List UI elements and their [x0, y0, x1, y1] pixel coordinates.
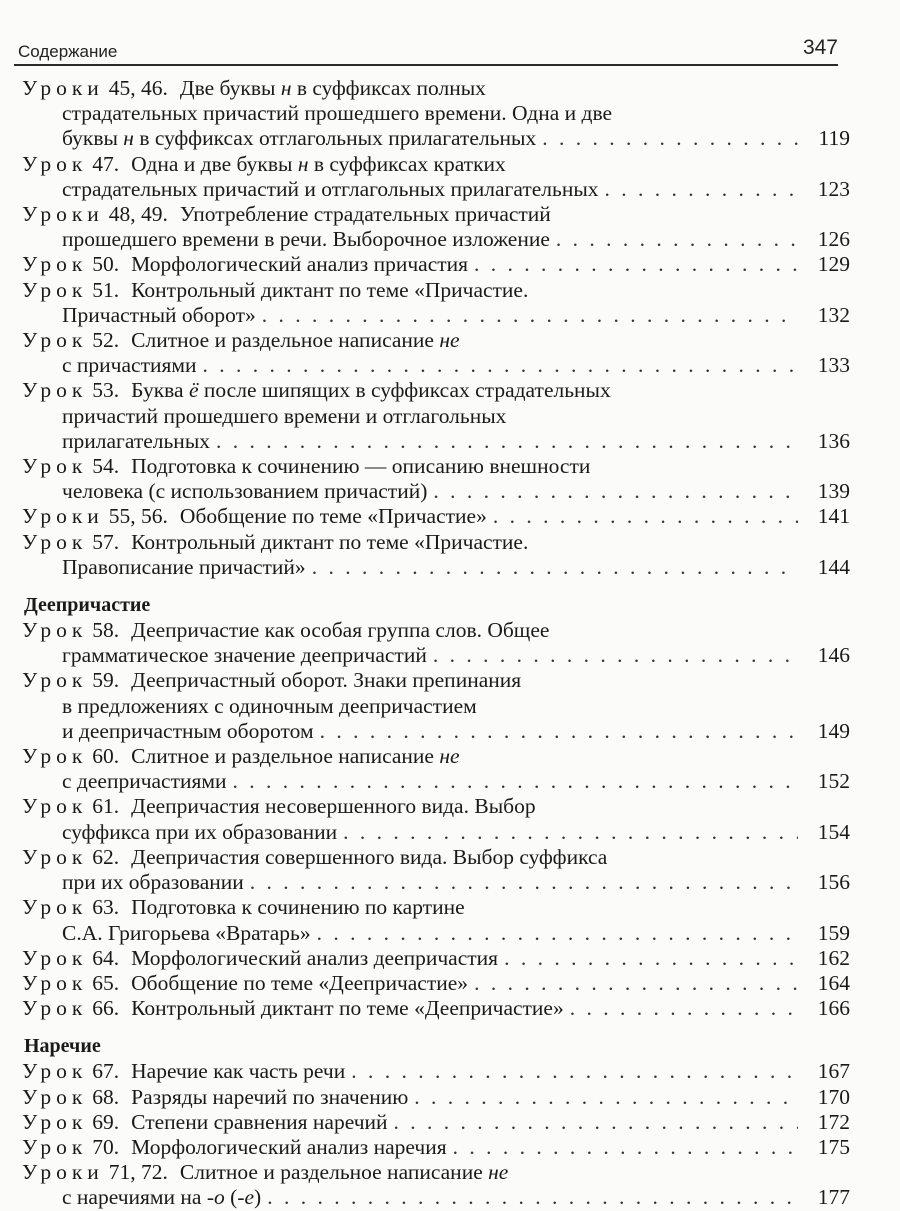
dot-leader	[312, 555, 798, 580]
lesson-label: Урок	[22, 895, 88, 920]
entry-line	[22, 744, 850, 769]
entry-page-number: 149	[817, 718, 850, 743]
entry-title: с наречиями на -о (-е)	[62, 1185, 262, 1210]
entry-line	[22, 126, 850, 151]
entry-title: Обобщение по теме «Деепричастие»	[131, 970, 469, 995]
italic-term: не	[488, 1160, 509, 1185]
entry-line	[22, 152, 850, 177]
lesson-number: 53.	[92, 378, 120, 403]
toc-entry	[22, 895, 850, 945]
lesson-label: Уроки	[22, 76, 104, 100]
toc-entry	[22, 971, 850, 996]
dot-leader	[414, 1085, 798, 1110]
lesson-label: Уроки	[22, 504, 104, 529]
entry-title: Подготовка к сочинению — описанию внешности	[131, 454, 591, 479]
page-number: 347	[802, 36, 838, 59]
toc-entry	[22, 152, 850, 202]
entry-title: с причастиями	[62, 353, 197, 378]
entry-page-number: 167	[817, 1059, 850, 1084]
lesson-number: 50.	[92, 252, 120, 277]
dot-leader	[202, 353, 798, 378]
italic-term: ё	[188, 378, 199, 403]
entry-line	[22, 404, 850, 429]
entry-line	[22, 555, 850, 580]
lesson-number: 55, 56.	[108, 504, 168, 529]
entry-page-number: 126	[817, 227, 850, 252]
lesson-number: 63.	[92, 895, 120, 920]
entry-line	[22, 454, 850, 479]
entry-line	[22, 895, 850, 920]
toc-entry	[22, 1085, 850, 1110]
lesson-label: Урок	[22, 1084, 88, 1109]
entry-line	[22, 921, 850, 946]
entry-title: в предложениях с одиночным деепричастием	[62, 693, 477, 718]
toc-entry	[22, 530, 850, 580]
lesson-label: Урок	[22, 996, 88, 1021]
entry-line	[22, 694, 850, 719]
entry-title: Правописание причастий»	[62, 554, 306, 579]
entry-title: причастий прошедшего времени и отглагольных	[62, 403, 507, 428]
entry-line	[22, 845, 850, 870]
toc-entry	[22, 378, 850, 454]
lesson-label: Урок	[22, 668, 88, 693]
lesson-number: 48, 49.	[108, 202, 168, 227]
entry-page-number: 175	[817, 1134, 850, 1159]
toc-entry	[22, 996, 850, 1021]
lesson-label: Урок	[22, 618, 88, 643]
entry-title: буквы н в суффиксах отглагольных прилагательных	[62, 126, 537, 151]
dot-leader	[394, 1110, 798, 1135]
entry-title: Разряды наречий по значению	[131, 1084, 409, 1109]
entry-line	[22, 971, 850, 996]
entry-title: Слитное и раздельное написание не	[131, 744, 460, 769]
entry-line	[22, 202, 850, 227]
entry-line	[22, 378, 850, 403]
toc-entry	[22, 76, 850, 152]
lesson-label: Урок	[22, 744, 88, 769]
lesson-number: 64.	[92, 945, 120, 970]
lesson-label: Урок	[22, 794, 88, 819]
toc-entry	[22, 946, 850, 971]
entry-line	[22, 769, 850, 794]
entry-title: Наречие как часть речи	[131, 1059, 346, 1084]
entry-line	[22, 353, 850, 378]
lesson-label: Урок	[22, 945, 88, 970]
dot-leader	[542, 126, 798, 151]
entry-page-number: 162	[817, 945, 850, 970]
entry-title: с деепричастиями	[62, 769, 227, 794]
lesson-label: Урок	[22, 844, 88, 869]
entry-title: Морфологический анализ причастия	[131, 252, 469, 277]
italic-term: -е	[237, 1185, 255, 1210]
dot-leader	[343, 820, 798, 845]
entry-title: Степени сравнения наречий	[131, 1109, 388, 1134]
entry-line	[22, 227, 850, 252]
lesson-number: 51.	[92, 277, 120, 302]
dot-leader	[605, 177, 798, 202]
entry-line	[22, 303, 850, 328]
entry-title: Две буквы н в суффиксах полных	[179, 76, 486, 100]
entry-line	[22, 1160, 850, 1185]
lesson-number: 68.	[92, 1084, 120, 1109]
entry-line	[22, 719, 850, 744]
entry-title: страдательных причастий прошедшего времени. Одна и две	[62, 101, 613, 126]
entry-title: Употребление страдательных причастий	[179, 202, 551, 227]
entry-title: и деепричастным оборотом	[62, 718, 314, 743]
entry-title: Буква ё после шипящих в суффиксах страдательных	[131, 378, 611, 403]
toc-entry	[22, 1135, 850, 1160]
lesson-number: 61.	[92, 794, 120, 819]
lesson-number: 67.	[92, 1059, 120, 1084]
entry-line	[22, 252, 850, 277]
entry-page-number: 146	[817, 643, 850, 668]
lesson-label: Урок	[22, 1059, 88, 1084]
lesson-label: Урок	[22, 252, 88, 277]
dot-leader	[504, 946, 798, 971]
lesson-label: Урок	[22, 529, 88, 554]
entry-title: Обобщение по теме «Причастие»	[179, 504, 487, 529]
entry-title: суффикса при их образовании	[62, 819, 338, 844]
toc-entry	[22, 668, 850, 744]
dot-leader	[250, 870, 798, 895]
toc-entry	[22, 252, 850, 277]
lesson-label: Урок	[22, 970, 88, 995]
entry-line	[22, 479, 850, 504]
entry-title: Деепричастие как особая группа слов. Общее	[131, 618, 550, 643]
dot-leader	[216, 429, 798, 454]
entry-line	[22, 820, 850, 845]
entry-title: человека (с использованием причастий)	[62, 479, 428, 504]
entry-page-number: 164	[817, 970, 850, 995]
entry-title: Морфологический анализ наречия	[131, 1134, 447, 1159]
entry-page-number: 152	[817, 769, 850, 794]
entry-title: Слитное и раздельное написание не	[131, 328, 460, 353]
italic-term: не	[439, 744, 460, 769]
lesson-number: 69.	[92, 1109, 120, 1134]
toc-entry	[22, 454, 850, 504]
lesson-number: 65.	[92, 970, 120, 995]
entry-title: С.А. Григорьева «Вратарь»	[62, 920, 311, 945]
dot-leader	[556, 227, 798, 252]
dot-leader	[233, 769, 798, 794]
lesson-label: Уроки	[22, 202, 104, 227]
entry-page-number: 139	[817, 479, 850, 504]
entry-page-number: 170	[817, 1084, 850, 1109]
lesson-label: Урок	[22, 1134, 88, 1159]
entry-line	[22, 1085, 850, 1110]
entry-page-number: 156	[817, 870, 850, 895]
entry-line	[22, 643, 850, 668]
entry-line	[22, 668, 850, 693]
lesson-number: 60.	[92, 744, 120, 769]
toc-entry	[22, 618, 850, 668]
entry-line	[22, 618, 850, 643]
dot-leader	[474, 971, 798, 996]
lesson-number: 45, 46.	[108, 76, 168, 100]
entry-line	[22, 328, 850, 353]
entry-page-number: 133	[817, 353, 850, 378]
lesson-number: 71, 72.	[108, 1160, 168, 1185]
italic-term: н	[297, 151, 309, 176]
dot-leader	[474, 252, 798, 277]
dot-leader	[433, 479, 798, 504]
entry-line	[22, 794, 850, 819]
toc-entry	[22, 1160, 850, 1210]
entry-title: Контрольный диктант по теме «Причастие.	[131, 277, 529, 302]
lesson-label: Уроки	[22, 1160, 104, 1185]
entry-page-number: 177	[817, 1185, 850, 1210]
entry-title: грамматическое значение деепричастий	[62, 643, 427, 668]
section-heading: Деепричастие	[24, 594, 151, 617]
page-header	[14, 30, 838, 66]
entry-page-number: 132	[817, 302, 850, 327]
entry-title: страдательных причастий и отглагольных прилагательных	[62, 176, 599, 201]
entry-line	[22, 530, 850, 555]
entry-line	[22, 1110, 850, 1135]
entry-line	[22, 1185, 850, 1210]
dot-leader	[453, 1135, 798, 1160]
entry-page-number: 119	[818, 126, 850, 151]
entry-title: прилагательных	[62, 428, 211, 453]
entry-page-number: 136	[817, 428, 850, 453]
entry-title: Контрольный диктант по теме «Причастие.	[131, 529, 529, 554]
toc-entry	[22, 1110, 850, 1135]
dot-leader	[317, 921, 798, 946]
running-head: Содержание	[18, 42, 118, 61]
lesson-number: 66.	[92, 996, 120, 1021]
entry-line	[22, 429, 850, 454]
lesson-label: Урок	[22, 328, 88, 353]
toc-entry	[22, 845, 850, 895]
lesson-label: Урок	[22, 277, 88, 302]
entry-title: Одна и две буквы н в суффиксах кратких	[131, 151, 506, 176]
entry-title: Деепричастия совершенного вида. Выбор суффикса	[131, 844, 608, 869]
entry-page-number: 129	[817, 252, 850, 277]
entry-title: прошедшего времени в речи. Выборочное изложение	[62, 227, 550, 252]
lesson-label: Урок	[22, 1109, 88, 1134]
entry-title: Деепричастия несовершенного вида. Выбор	[131, 794, 536, 819]
entry-title: при их образовании	[62, 870, 244, 895]
lesson-number: 54.	[92, 454, 120, 479]
entry-line	[22, 946, 850, 971]
toc-entry	[22, 504, 850, 529]
dot-leader	[351, 1059, 798, 1084]
entry-line	[22, 177, 850, 202]
toc-entry	[22, 744, 850, 794]
entry-page-number: 154	[817, 819, 850, 844]
lesson-label: Урок	[22, 378, 88, 403]
entry-line	[22, 76, 850, 101]
dot-leader	[570, 996, 798, 1021]
italic-term: н	[280, 76, 292, 100]
entry-line	[22, 1135, 850, 1160]
entry-title: Деепричастный оборот. Знаки препинания	[131, 668, 522, 693]
entry-line	[22, 278, 850, 303]
italic-term: н	[123, 126, 134, 151]
entry-page-number: 166	[817, 996, 850, 1021]
dot-leader	[433, 643, 798, 668]
lesson-number: 70.	[92, 1134, 120, 1159]
dot-leader	[262, 303, 798, 328]
lesson-number: 62.	[92, 844, 120, 869]
entry-line	[22, 996, 850, 1021]
italic-term: -о	[206, 1185, 225, 1210]
dot-leader	[493, 504, 798, 529]
entry-line	[22, 1059, 850, 1084]
toc-entry	[22, 794, 850, 844]
entry-title: Морфологический анализ деепричастия	[131, 945, 499, 970]
entry-line	[22, 870, 850, 895]
section-heading: Наречие	[24, 1035, 101, 1058]
table-of-contents	[22, 76, 850, 1211]
entry-page-number: 172	[817, 1109, 850, 1134]
entry-title: Причастный оборот»	[62, 302, 256, 327]
italic-term: не	[439, 328, 460, 353]
entry-line	[22, 101, 850, 126]
entry-page-number: 144	[817, 554, 850, 579]
toc-entry	[22, 278, 850, 328]
toc-entry	[22, 328, 850, 378]
dot-leader	[267, 1185, 798, 1210]
lesson-number: 59.	[92, 668, 120, 693]
entry-title: Подготовка к сочинению по картине	[131, 895, 465, 920]
entry-page-number: 123	[817, 176, 850, 201]
toc-entry	[22, 1059, 850, 1084]
toc-entry	[22, 202, 850, 252]
lesson-label: Урок	[22, 151, 88, 176]
lesson-number: 47.	[92, 151, 120, 176]
entry-title: Слитное и раздельное написание не	[179, 1160, 509, 1185]
entry-page-number: 141	[817, 504, 850, 529]
entry-line	[22, 504, 850, 529]
lesson-label: Урок	[22, 454, 88, 479]
entry-page-number: 159	[817, 920, 850, 945]
lesson-number: 58.	[92, 618, 120, 643]
lesson-number: 57.	[92, 529, 120, 554]
entry-title: Контрольный диктант по теме «Деепричастие»	[131, 996, 564, 1021]
dot-leader	[320, 719, 798, 744]
lesson-number: 52.	[92, 328, 120, 353]
